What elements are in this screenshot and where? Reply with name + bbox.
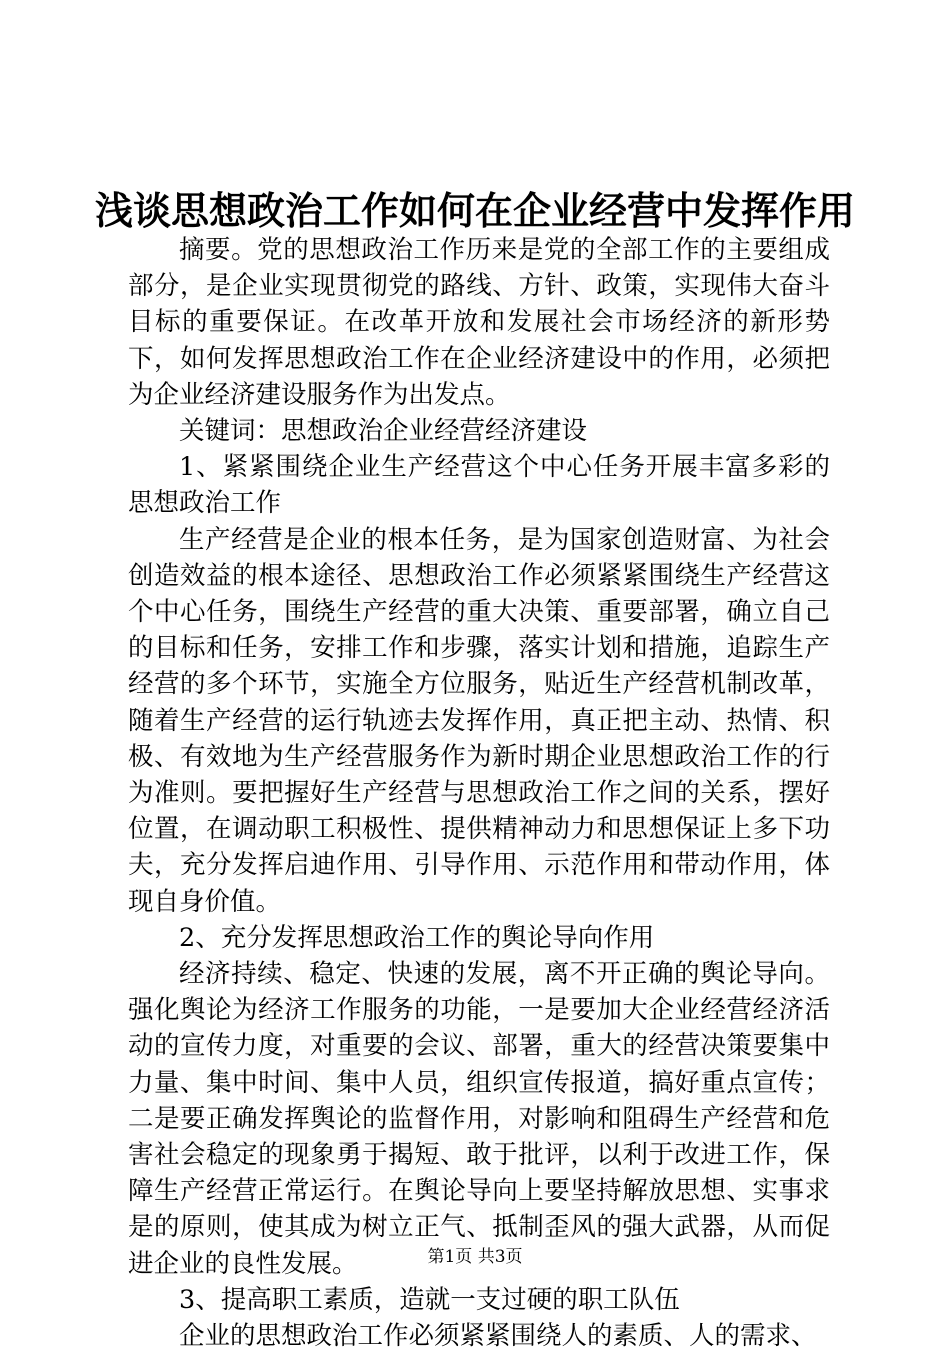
page-footer: 第1页 共3页 bbox=[427, 1247, 523, 1267]
section-heading-2: 2、充分发挥思想政治工作的舆论导向作用 bbox=[179, 922, 655, 953]
keywords-paragraph: 关键词：思想政治企业经营经济建设 bbox=[179, 416, 588, 447]
section-heading-3: 3、提高职工素质，造就一支过硬的职工队伍 bbox=[179, 1284, 680, 1315]
body-paragraph: 生产经营是企业的根本任务，是为国家创造财富、为社会创造效益的根本途径、思想政治工作必须紧紧围绕生产经营这个中心任务，围绕生产经营的重大决策、重要部署，确立自己的目标和任务，安排工作和步骤，落实计划和措施，追踪生产经营的多个环节，实施全方位服务，贴近生产经营机制改革，随着生产经营的运行轨迹去发挥作用，真正把主动、热情、积极、有效地为生产经营服务作为新时期企业思想政治工作的行为准则。要把握好生产经营与思想政治工作之间的关系，摆好位置，在调动职工积极性、提供精神动力和思想保证上多下功夫，充分发挥启迪作用、引导作用、示范作用和带动作用，体现自身价值。 bbox=[128, 524, 830, 917]
document-title: 浅谈思想政治工作如何在企业经营中发挥作用 bbox=[94, 188, 855, 233]
section-heading-1: 1、紧紧围绕企业生产经营这个中心任务开展丰富多彩的思想政治工作 bbox=[128, 452, 830, 519]
document-body bbox=[128, 232, 830, 1354]
body-paragraph: 企业的思想政治工作必须紧紧围绕人的素质、人的需求、 bbox=[179, 1321, 817, 1352]
abstract-paragraph: 摘要。党的思想政治工作历来是党的全部工作的主要组成部分，是企业实现贯彻党的路线、方针、政策，实现伟大奋斗目标的重要保证。在改革开放和发展社会市场经济的新形势下，如何发挥思想政治工作在企业经济建设中的作用，必须把为企业经济建设服务作为出发点。 bbox=[128, 235, 830, 410]
body-paragraph: 经济持续、稳定、快速的发展，离不开正确的舆论导向。强化舆论为经济工作服务的功能，一是要加大企业经营经济活动的宣传力度，对重要的会议、部署，重大的经营决策要集中力量、集中时间、集中人员，组织宣传报道，搞好重点宣传；二是要正确发挥舆论的监督作用，对影响和阻碍生产经营和危害社会稳定的现象勇于揭短、敢于批评，以利于改进工作，保障生产经营正常运行。在舆论导向上要坚持解放思想、实事求是的原则，使其成为树立正气、抵制歪风的强大武器，从而促进企业的良性发展。 bbox=[128, 959, 830, 1279]
